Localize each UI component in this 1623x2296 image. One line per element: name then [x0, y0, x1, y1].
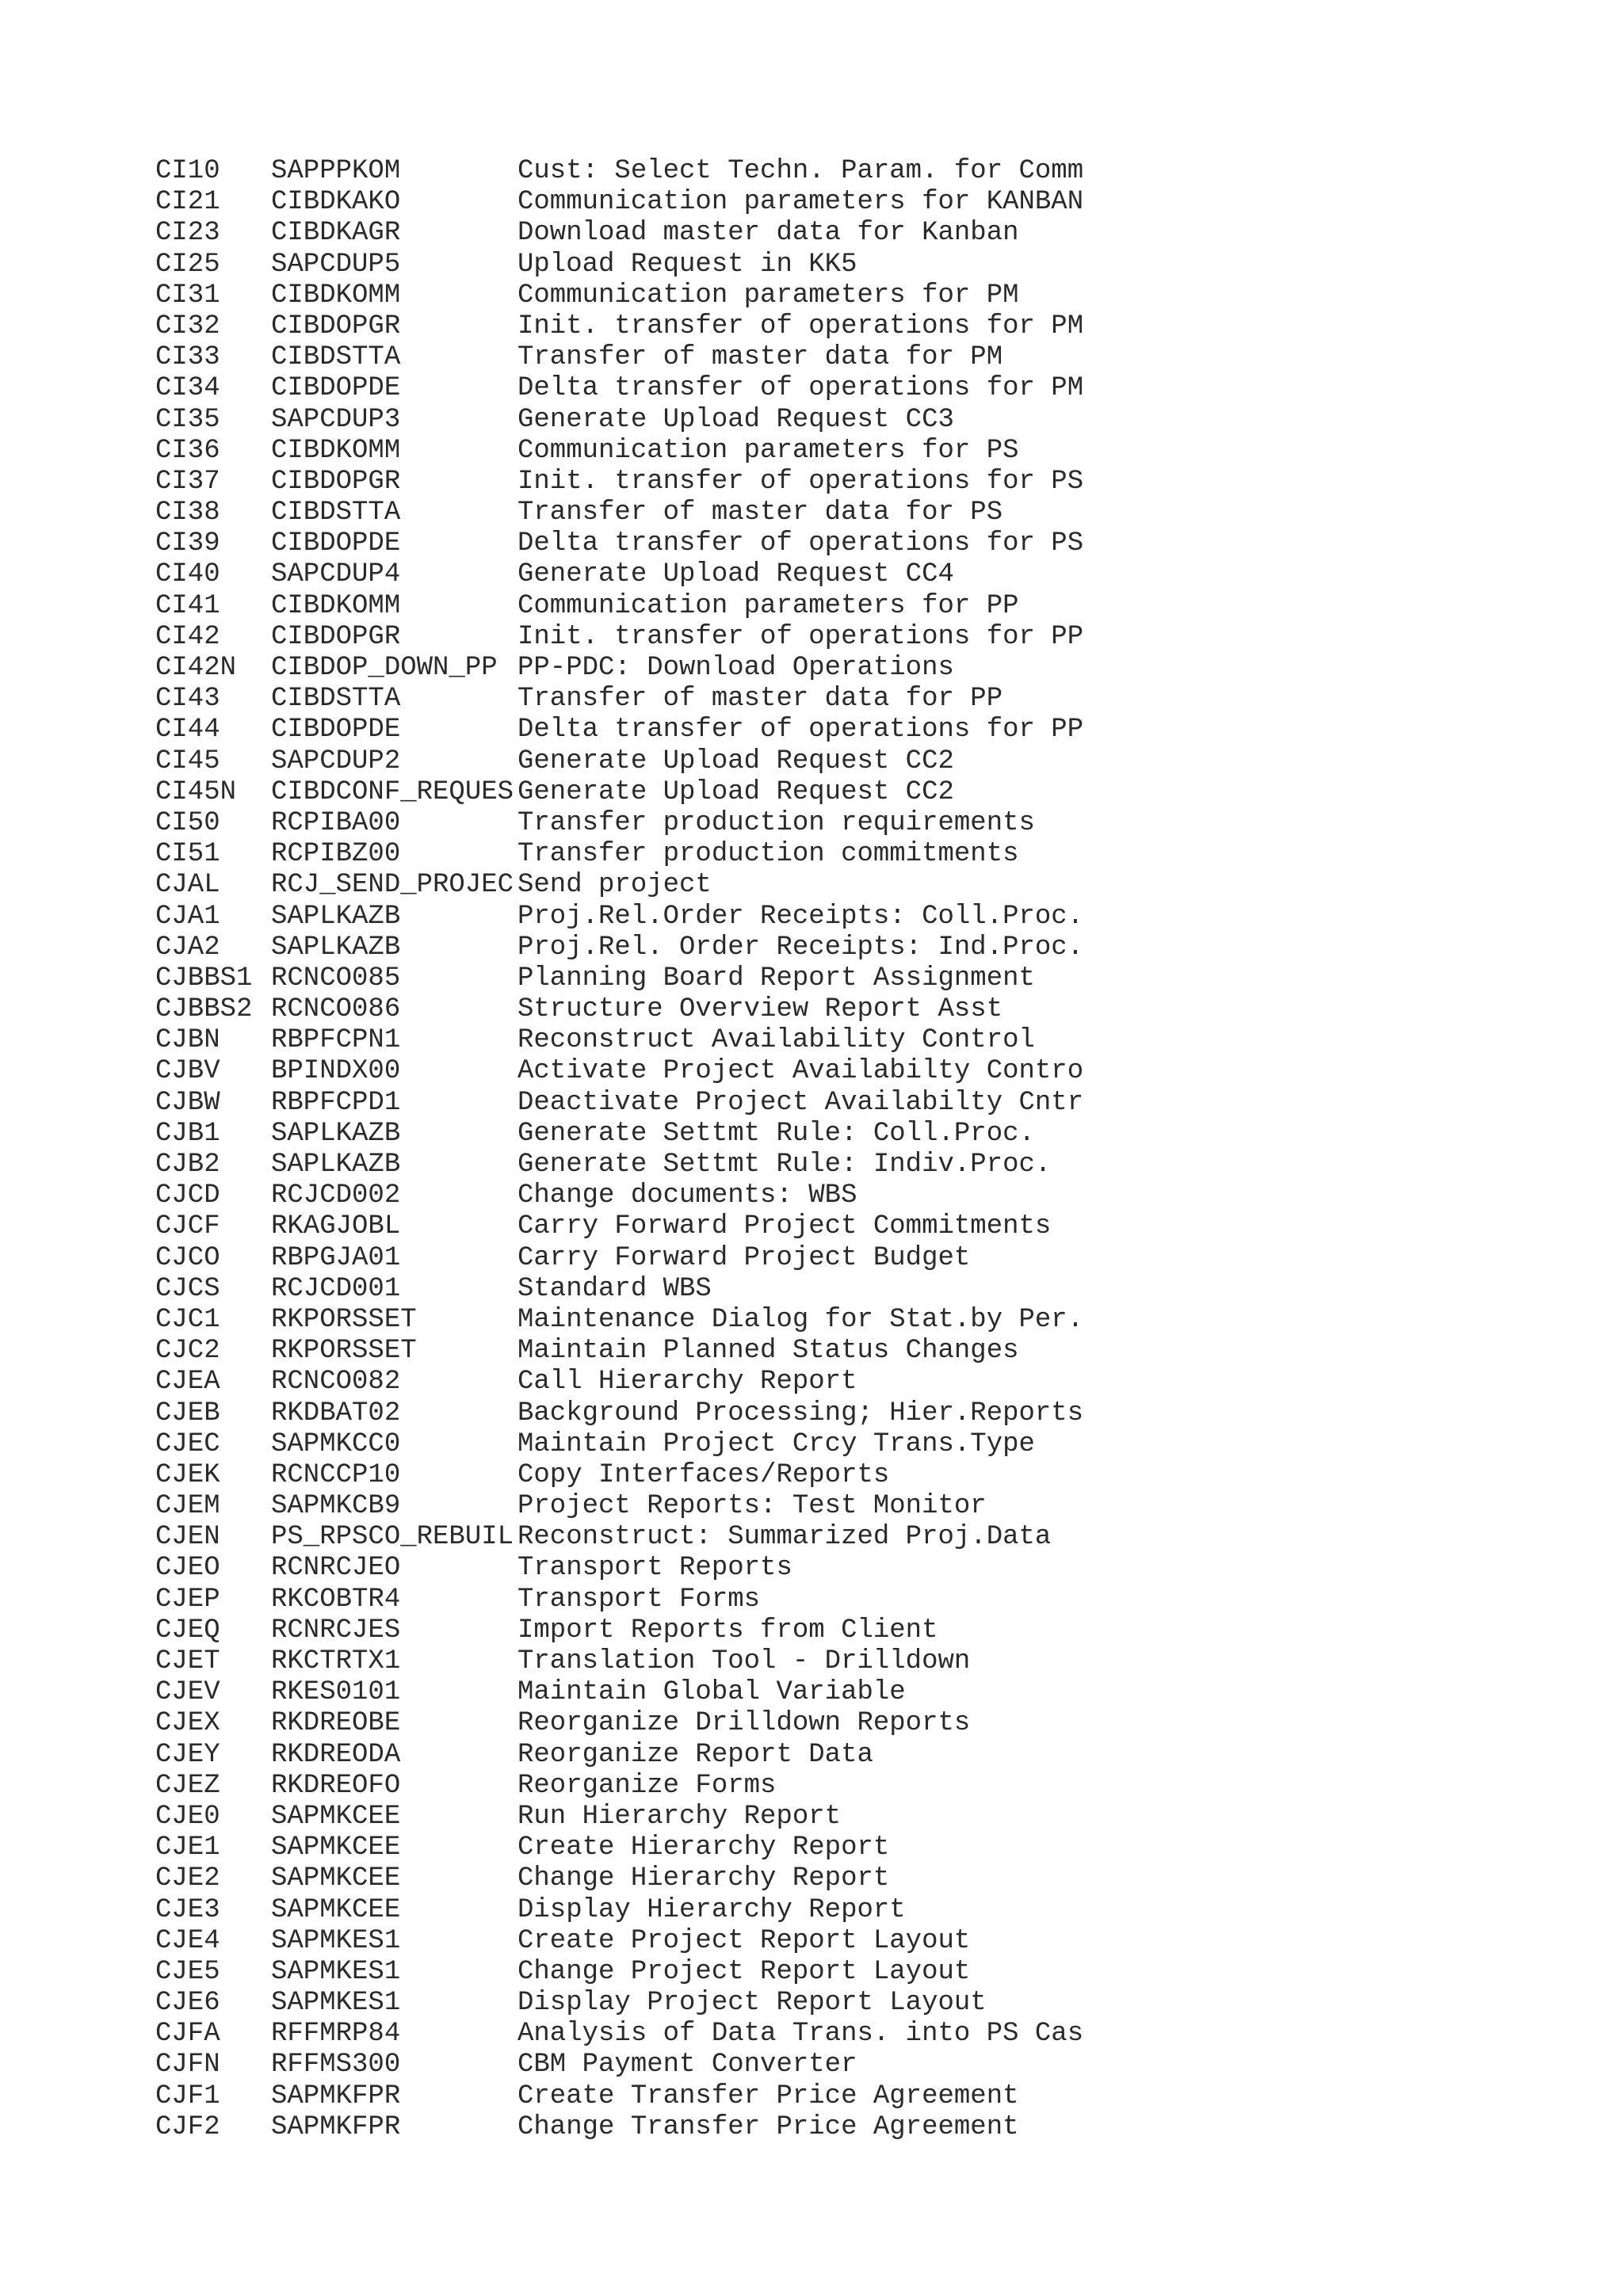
- program-name: RKPORSSET: [271, 1336, 417, 1367]
- transaction-code: CJE5: [155, 1956, 220, 1987]
- description: Communication parameters for PM: [517, 280, 1019, 311]
- description: Display Project Report Layout: [517, 1988, 987, 2019]
- transaction-code: CI42: [155, 621, 220, 652]
- transaction-code: CJE2: [155, 1863, 220, 1894]
- description: Generate Settmt Rule: Indiv.Proc.: [517, 1150, 1052, 1180]
- program-name: RKDREOBE: [271, 1708, 401, 1739]
- transaction-code: CJC1: [155, 1304, 220, 1335]
- description: Reorganize Report Data: [517, 1739, 873, 1770]
- program-name: RKDREOFO: [271, 1770, 401, 1801]
- program-name: SAPMKES1: [271, 1988, 401, 2019]
- program-name: RKAGJOBL: [271, 1211, 401, 1242]
- program-name: RBPFCPD1: [271, 1087, 401, 1118]
- transaction-code: CI42N: [155, 653, 237, 683]
- description: Structure Overview Report Asst: [517, 994, 1003, 1025]
- description: Transfer production commitments: [517, 839, 1019, 870]
- transaction-code: CJEO: [155, 1553, 220, 1584]
- transaction-code: CJE1: [155, 1833, 220, 1863]
- description: Delta transfer of operations for PS: [517, 528, 1084, 559]
- transaction-code: CI23: [155, 218, 220, 249]
- program-name: CIBDSTTA: [271, 684, 401, 715]
- description: Planning Board Report Assignment: [517, 963, 1035, 994]
- program-name: RKDREODA: [271, 1739, 401, 1770]
- transaction-code: CI33: [155, 342, 220, 373]
- program-name: RKCTRTX1: [271, 1646, 401, 1676]
- transaction-code: CJE6: [155, 1988, 220, 2019]
- program-name: CIBDCONF_REQUES: [271, 776, 514, 807]
- description: Generate Upload Request CC3: [517, 404, 954, 435]
- description: CBM Payment Converter: [517, 2050, 857, 2081]
- description: Reorganize Drilldown Reports: [517, 1708, 971, 1739]
- program-name: SAPLKAZB: [271, 901, 401, 932]
- program-name: CIBDOPDE: [271, 528, 401, 559]
- description: Copy Interfaces/Reports: [517, 1459, 890, 1490]
- description: Communication parameters for KANBAN: [517, 187, 1084, 218]
- transaction-code: CJET: [155, 1646, 220, 1676]
- transaction-code: CJCO: [155, 1242, 220, 1273]
- program-name: SAPMKCC0: [271, 1428, 401, 1459]
- transaction-code: CJE3: [155, 1894, 220, 1925]
- transaction-code: CJB2: [155, 1150, 220, 1180]
- program-name: CIBDKOMM: [271, 280, 401, 311]
- transaction-code: CI35: [155, 404, 220, 435]
- description: Transfer of master data for PS: [517, 498, 1003, 528]
- transaction-code: CJEQ: [155, 1615, 220, 1646]
- transaction-code: CI36: [155, 435, 220, 466]
- program-name: RCNRCJES: [271, 1615, 401, 1646]
- transaction-code: CJBN: [155, 1025, 220, 1056]
- transaction-code: CI39: [155, 528, 220, 559]
- program-name: CIBDSTTA: [271, 498, 401, 528]
- transaction-code: CJCD: [155, 1180, 220, 1211]
- description: Init. transfer of operations for PS: [517, 466, 1084, 497]
- description: Maintain Global Variable: [517, 1677, 906, 1708]
- description: Maintain Project Crcy Trans.Type: [517, 1428, 1035, 1459]
- program-name: RKES0101: [271, 1677, 401, 1708]
- program-name: SAPPPKOM: [271, 156, 401, 186]
- program-name: RKCOBTR4: [271, 1584, 401, 1615]
- program-name: SAPMKCEE: [271, 1801, 401, 1832]
- transaction-code: CJC2: [155, 1336, 220, 1367]
- transaction-code: CI51: [155, 839, 220, 870]
- transaction-code: CI31: [155, 280, 220, 311]
- transaction-code: CI25: [155, 249, 220, 280]
- program-name: CIBDKAKO: [271, 187, 401, 218]
- transaction-code: CJEA: [155, 1367, 220, 1398]
- description: Create Transfer Price Agreement: [517, 2081, 1019, 2111]
- description: Call Hierarchy Report: [517, 1367, 857, 1398]
- program-name: RCJCD001: [271, 1273, 401, 1304]
- transaction-code: CJB1: [155, 1118, 220, 1149]
- transaction-code: CJCF: [155, 1211, 220, 1242]
- description: Change Project Report Layout: [517, 1956, 971, 1987]
- transaction-code: CI32: [155, 311, 220, 341]
- program-name: SAPMKCEE: [271, 1894, 401, 1925]
- program-name: SAPMKFPR: [271, 2111, 401, 2142]
- transaction-code: CI37: [155, 466, 220, 497]
- description: Download master data for Kanban: [517, 218, 1019, 249]
- program-name: SAPCDUP5: [271, 249, 401, 280]
- transaction-code: CJBV: [155, 1056, 220, 1087]
- program-name: SAPLKAZB: [271, 1150, 401, 1180]
- description: Create Hierarchy Report: [517, 1833, 890, 1863]
- program-name: SAPMKES1: [271, 1925, 401, 1956]
- description: Display Hierarchy Report: [517, 1894, 906, 1925]
- transaction-code: CJCS: [155, 1273, 220, 1304]
- program-name: BPINDX00: [271, 1056, 401, 1087]
- program-name: CIBDOP_DOWN_PP: [271, 653, 498, 683]
- transaction-code: CI21: [155, 187, 220, 218]
- program-name: SAPLKAZB: [271, 1118, 401, 1149]
- transaction-code: CJEY: [155, 1739, 220, 1770]
- program-name: SAPMKFPR: [271, 2081, 401, 2111]
- program-name: CIBDOPDE: [271, 715, 401, 746]
- description: Transport Forms: [517, 1584, 761, 1615]
- transaction-code: CI44: [155, 715, 220, 746]
- description: Create Project Report Layout: [517, 1925, 971, 1956]
- description: Proj.Rel. Order Receipts: Ind.Proc.: [517, 932, 1084, 963]
- program-name: RCNCO082: [271, 1367, 401, 1398]
- transaction-code: CJEK: [155, 1459, 220, 1490]
- transaction-code: CI10: [155, 156, 220, 186]
- description: Transfer of master data for PP: [517, 684, 1003, 715]
- program-name: RCPIBA00: [271, 807, 401, 838]
- program-name: CIBDKOMM: [271, 590, 401, 621]
- description: Communication parameters for PP: [517, 590, 1019, 621]
- program-name: RCNCO085: [271, 963, 401, 994]
- description: PP-PDC: Download Operations: [517, 653, 954, 683]
- program-name: SAPCDUP2: [271, 746, 401, 776]
- program-name: SAPLKAZB: [271, 932, 401, 963]
- transaction-code: CI43: [155, 684, 220, 715]
- transaction-code: CJE4: [155, 1925, 220, 1956]
- program-name: CIBDOPGR: [271, 621, 401, 652]
- description: Carry Forward Project Budget: [517, 1242, 971, 1273]
- program-name: RBPFCPN1: [271, 1025, 401, 1056]
- program-name: PS_RPSCO_REBUIL: [271, 1522, 514, 1553]
- description: Run Hierarchy Report: [517, 1801, 842, 1832]
- program-name: RCJCD002: [271, 1180, 401, 1211]
- description: Send project: [517, 870, 712, 901]
- program-name: SAPMKCEE: [271, 1833, 401, 1863]
- description: Delta transfer of operations for PP: [517, 715, 1084, 746]
- description: Proj.Rel.Order Receipts: Coll.Proc.: [517, 901, 1084, 932]
- description: Change Hierarchy Report: [517, 1863, 890, 1894]
- program-name: CIBDSTTA: [271, 342, 401, 373]
- description: Transfer of master data for PM: [517, 342, 1003, 373]
- description: Maintenance Dialog for Stat.by Per.: [517, 1304, 1084, 1335]
- description: Init. transfer of operations for PM: [517, 311, 1084, 341]
- program-name: RCNRCJEO: [271, 1553, 401, 1584]
- description: Upload Request in KK5: [517, 249, 857, 280]
- transaction-code: CJA2: [155, 932, 220, 963]
- description: Cust: Select Techn. Param. for Comm: [517, 156, 1084, 186]
- program-name: SAPMKCB9: [271, 1491, 401, 1522]
- transaction-code: CI45N: [155, 776, 237, 807]
- program-name: RCNCO086: [271, 994, 401, 1025]
- description: Project Reports: Test Monitor: [517, 1491, 987, 1522]
- description: Generate Upload Request CC2: [517, 746, 954, 776]
- description: Generate Settmt Rule: Coll.Proc.: [517, 1118, 1035, 1149]
- transaction-code: CI41: [155, 590, 220, 621]
- transaction-code: CI40: [155, 559, 220, 590]
- program-name: CIBDKOMM: [271, 435, 401, 466]
- transaction-code: CJE0: [155, 1801, 220, 1832]
- transaction-code: CJBBS1: [155, 963, 253, 994]
- description: Reconstruct Availability Control: [517, 1025, 1035, 1056]
- description: Generate Upload Request CC4: [517, 559, 954, 590]
- transaction-code: CJEV: [155, 1677, 220, 1708]
- program-name: CIBDKAGR: [271, 218, 401, 249]
- transaction-code: CJEX: [155, 1708, 220, 1739]
- transaction-code: CJBBS2: [155, 994, 253, 1025]
- description: Change documents: WBS: [517, 1180, 857, 1211]
- transaction-code: CI45: [155, 746, 220, 776]
- transaction-code: CJFA: [155, 2019, 220, 2050]
- program-name: RKDBAT02: [271, 1398, 401, 1428]
- transaction-code: CJAL: [155, 870, 220, 901]
- transaction-code: CJEB: [155, 1398, 220, 1428]
- transaction-code: CJEZ: [155, 1770, 220, 1801]
- program-name: RFFMRP84: [271, 2019, 401, 2050]
- description: Activate Project Availabilty Contro: [517, 1056, 1084, 1087]
- program-name: RFFMS300: [271, 2050, 401, 2081]
- transaction-code: CJEN: [155, 1522, 220, 1553]
- description: Deactivate Project Availabilty Cntr: [517, 1087, 1084, 1118]
- program-name: CIBDOPGR: [271, 466, 401, 497]
- transaction-code: CJF1: [155, 2081, 220, 2111]
- description: Reconstruct: Summarized Proj.Data: [517, 1522, 1052, 1553]
- description: Maintain Planned Status Changes: [517, 1336, 1019, 1367]
- program-name: RCNCCP10: [271, 1459, 401, 1490]
- program-name: CIBDOPGR: [271, 311, 401, 341]
- program-name: RBPGJA01: [271, 1242, 401, 1273]
- description: Analysis of Data Trans. into PS Cas: [517, 2019, 1084, 2050]
- program-name: CIBDOPDE: [271, 373, 401, 404]
- transaction-code: CJEM: [155, 1491, 220, 1522]
- transaction-code: CI38: [155, 498, 220, 528]
- description: Init. transfer of operations for PP: [517, 621, 1084, 652]
- program-name: SAPMKCEE: [271, 1863, 401, 1894]
- program-name: SAPCDUP4: [271, 559, 401, 590]
- description: Standard WBS: [517, 1273, 712, 1304]
- transaction-code: CJEC: [155, 1428, 220, 1459]
- description: Carry Forward Project Commitments: [517, 1211, 1052, 1242]
- transaction-code: CI50: [155, 807, 220, 838]
- transaction-code: CJFN: [155, 2050, 220, 2081]
- description: Background Processing; Hier.Reports: [517, 1398, 1084, 1428]
- transaction-code: CJF2: [155, 2111, 220, 2142]
- program-name: RCPIBZ00: [271, 839, 401, 870]
- program-name: RKPORSSET: [271, 1304, 417, 1335]
- description: Transport Reports: [517, 1553, 792, 1584]
- transaction-code: CI34: [155, 373, 220, 404]
- transaction-code: CJEP: [155, 1584, 220, 1615]
- description: Reorganize Forms: [517, 1770, 777, 1801]
- description: Transfer production requirements: [517, 807, 1035, 838]
- program-name: SAPMKES1: [271, 1956, 401, 1987]
- program-name: RCJ_SEND_PROJEC: [271, 870, 514, 901]
- description: Import Reports from Client: [517, 1615, 938, 1646]
- description: Change Transfer Price Agreement: [517, 2111, 1019, 2142]
- transaction-code: CJA1: [155, 901, 220, 932]
- description: Delta transfer of operations for PM: [517, 373, 1084, 404]
- description: Translation Tool - Drilldown: [517, 1646, 971, 1676]
- transaction-code: CJBW: [155, 1087, 220, 1118]
- program-name: SAPCDUP3: [271, 404, 401, 435]
- description: Generate Upload Request CC2: [517, 776, 954, 807]
- description: Communication parameters for PS: [517, 435, 1019, 466]
